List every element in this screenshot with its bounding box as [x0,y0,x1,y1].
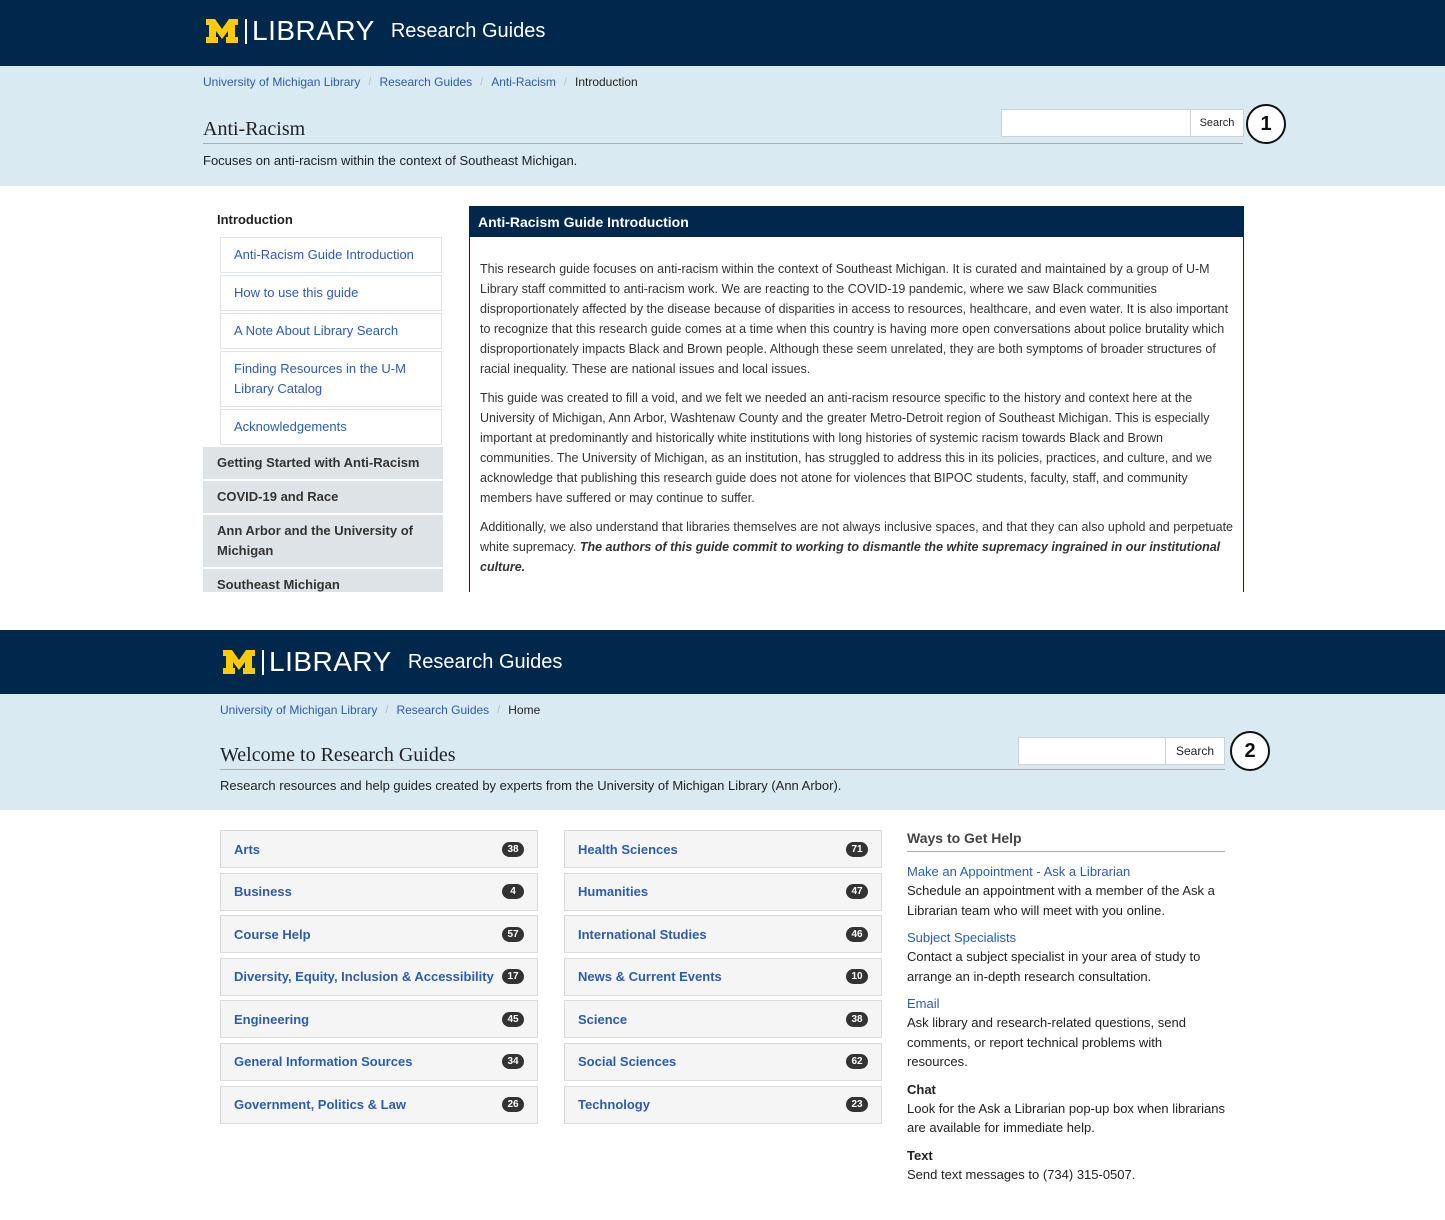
breadcrumb [220,703,540,717]
category-label: International Studies [578,926,707,942]
search-button[interactable]: Search [1190,109,1244,137]
block-m-logo [205,18,239,44]
subject-category-link[interactable] [564,1086,882,1124]
email-link[interactable]: Email [907,996,940,1011]
brand-divider [245,19,247,44]
brand-site-name[interactable]: Research Guides [390,20,546,42]
box-heading: Anti-Racism Guide Introduction [470,207,1243,237]
guide-count-badge: 4 [502,884,524,899]
help-description: Schedule an appointment with a member of the Ask a Librarian team who will meet with you online. [907,883,1215,918]
nav-subpage-link[interactable]: How to use this guide [220,275,442,311]
nav-page-link[interactable]: Getting Started with Anti-Racism [203,447,443,481]
subject-category-link[interactable] [220,1043,538,1081]
subject-category-link[interactable] [220,873,538,911]
page-title: Anti-Racism [203,118,1243,144]
nav-subpages [220,237,442,445]
subject-category-link[interactable] [220,830,538,868]
search-button[interactable]: Search [1165,737,1225,765]
category-label: Business [234,884,292,900]
page-title: Welcome to Research Guides [220,744,1225,770]
page-header [0,66,1445,186]
guide-count-badge: 38 [502,842,524,857]
callout-number: 1 [1246,104,1286,144]
page-header [0,694,1445,810]
subject-category-link[interactable] [564,830,882,868]
breadcrumb-link[interactable]: University of Michigan Library [203,75,361,89]
subject-category-link[interactable] [220,1086,538,1124]
category-label: General Information Sources [234,1054,413,1070]
subject-specialists-link[interactable]: Subject Specialists [907,930,1017,945]
box-body [470,237,1243,577]
subject-category-link[interactable] [564,1043,882,1081]
intro-emphasis: The authors of this guide commit to working to dismantle the white supremacy ingrained in our institutional culture. [480,540,1221,574]
brand-library: LIBRARY [252,15,375,46]
breadcrumb-separator: / [563,76,567,88]
guide-count-badge: 34 [502,1054,524,1069]
guide-count-badge: 45 [502,1012,524,1027]
guide-count-badge: 10 [846,969,868,984]
subject-category-link[interactable] [220,915,538,953]
nav-page-link[interactable]: Southeast Michigan [203,569,443,592]
subject-category-link[interactable] [564,1000,882,1038]
breadcrumb [203,75,638,89]
help-description: Ask library and research-related questions, send comments, or report technical problems with resources. [907,1015,1186,1069]
top-banner [0,0,1445,66]
help-description: Contact a subject specialist in your area of study to arrange an in-depth research consultation. [907,949,1201,984]
breadcrumb-separator: / [480,76,484,88]
library-brand[interactable] [222,648,562,676]
breadcrumb-link[interactable]: Research Guides [396,703,490,717]
nav-subpage-link[interactable]: Acknowledgements [220,409,442,445]
breadcrumb-link[interactable]: Anti-Racism [491,75,556,89]
subject-category-link[interactable] [220,958,538,996]
guide-count-badge: 17 [502,969,524,984]
guide-side-nav [203,204,443,592]
appointment-link[interactable]: Make an Appointment - Ask a Librarian [907,864,1131,879]
subject-category-link[interactable] [564,915,882,953]
category-label: Government, Politics & Law [234,1097,406,1113]
intro-content-box [469,206,1244,592]
brand-site-name[interactable]: Research Guides [407,651,563,673]
breadcrumb-separator: / [368,76,372,88]
page-description: Research resources and help guides created by experts from the University of Michigan Library (Ann Arbor). [220,778,842,793]
category-label: News & Current Events [578,969,722,985]
breadcrumb-current: Home [508,703,541,717]
nav-subpage-link[interactable]: Anti-Racism Guide Introduction [220,237,442,273]
page-description: Focuses on anti-racism within the context of Southeast Michigan. [203,153,578,168]
search-input[interactable] [1001,109,1190,137]
guide-search [1018,737,1225,765]
subject-category-link[interactable] [564,958,882,996]
nav-current-page[interactable]: Introduction [217,212,293,227]
ways-to-get-help [907,830,1225,1192]
guide-count-badge: 47 [846,884,868,899]
screenshot-anti-racism-guide [0,0,1445,592]
nav-subpage-link[interactable]: Finding Resources in the U-M Library Catalog [220,351,442,407]
category-label: Technology [578,1097,650,1113]
guide-count-badge: 38 [846,1012,868,1027]
category-label: Social Sciences [578,1054,677,1070]
chat-label: Chat [907,1081,936,1097]
intro-text: Additionally, we also understand that libraries themselves are not always inclusive spaces, and that they can also uphold and perpetuate white supremacy. [480,520,1233,554]
nav-page-link[interactable]: Ann Arbor and the University of Michigan [203,515,443,569]
search-input[interactable] [1018,737,1165,765]
breadcrumb-link[interactable]: Research Guides [379,75,473,89]
library-brand[interactable] [205,17,545,45]
subject-category-link[interactable] [220,1000,538,1038]
guide-count-badge: 71 [846,842,868,857]
brand-divider [262,650,264,675]
brand-library: LIBRARY [269,646,392,677]
breadcrumb-link[interactable]: University of Michigan Library [220,703,378,717]
category-label: Humanities [578,884,649,900]
breadcrumb-separator: / [497,704,501,716]
breadcrumb-separator: / [385,704,389,716]
callout-number: 2 [1230,731,1270,771]
help-description: Send text messages to (734) 315-0507. [907,1166,1136,1182]
guide-search [1001,109,1244,137]
help-heading: Ways to Get Help [907,830,1225,852]
nav-page-link[interactable]: COVID-19 and Race [203,481,443,515]
help-description: Look for the Ask a Librarian pop-up box when librarians are available for immediate help. [907,1100,1225,1135]
intro-paragraph [480,517,1233,577]
nav-subpage-link[interactable]: A Note About Library Search [220,313,442,349]
subject-category-link[interactable] [564,873,882,911]
category-label: Diversity, Equity, Inclusion & Accessibility [234,969,494,985]
top-banner [0,630,1445,694]
intro-paragraph: This research guide focuses on anti-racism within the context of Southeast Michigan. It is curated and maintained by a group of U-M Library staff committed to anti-racism work. We are reacting to the COVID-19 pandemic, where we saw Black communities disproportionately affected by the disease because of disparities in access to resources, healthcare, and even water. It is also important to recognize that this research guide comes at a time when this country is having more open conversations about police brutality which disproportionately impacts Black and Brown people. Although these seem unrelated, they are both symptoms of broader structures of racial inequality. These are national issues and local issues. [480,262,1229,376]
category-label: Engineering [234,1011,310,1027]
subject-list-column-2 [564,830,882,1128]
category-label: Health Sciences [578,841,678,857]
guide-count-badge: 62 [846,1054,868,1069]
guide-count-badge: 46 [846,927,868,942]
guide-count-badge: 23 [846,1097,868,1112]
guide-count-badge: 57 [502,927,524,942]
guide-count-badge: 26 [502,1097,524,1112]
subject-list-column-1 [220,830,538,1128]
category-label: Science [578,1011,628,1027]
category-label: Arts [234,841,261,857]
category-label: Course Help [234,926,311,942]
breadcrumb-current: Introduction [574,75,638,89]
block-m-logo [222,649,256,675]
intro-paragraph: This guide was created to fill a void, and we felt we needed an anti-racism resource specific to the history and context here at the University of Michigan, Ann Arbor, Washtenaw County and the greater Metro-Detroit region of Southeast Michigan. This is especially important at predominantly and historically white institutions with long histories of systemic racism towards Black and Brown communities. The University of Michigan, as an institution, has struggled to address this in its policies, practices, and culture, and we acknowledge that publishing this research guide does not atone for violences that BIPOC students, faculty, staff, and community members have suffered or may continue to suffer. [480,391,1213,505]
text-label: Text [907,1147,933,1163]
